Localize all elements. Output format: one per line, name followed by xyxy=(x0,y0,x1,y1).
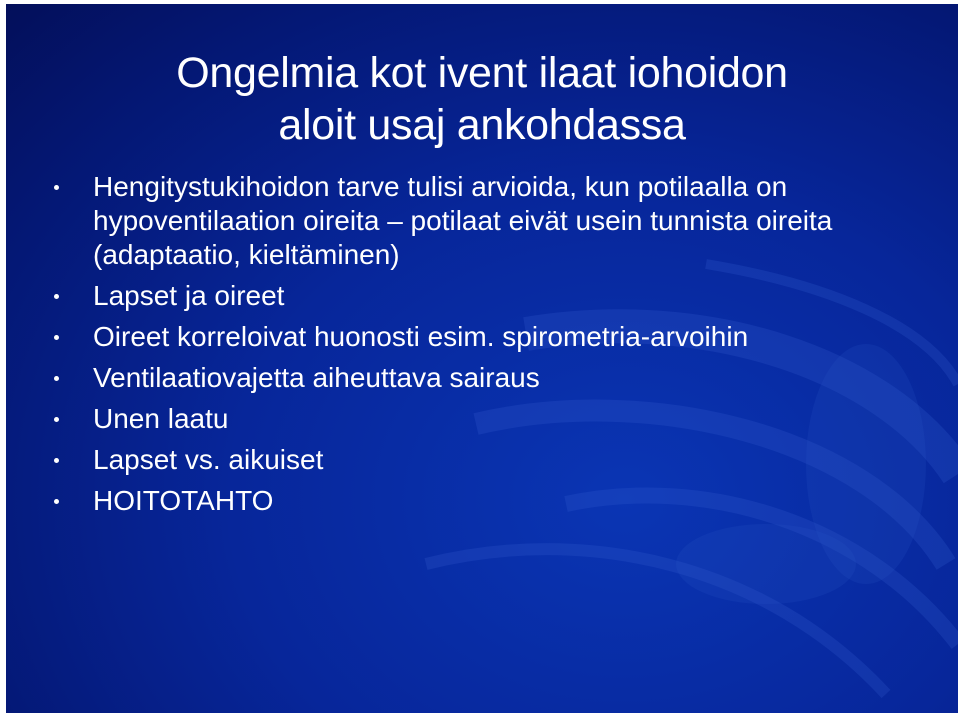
bullet-item xyxy=(54,279,934,313)
slide-title xyxy=(6,47,958,151)
bullet-dot-icon xyxy=(54,376,59,381)
bullet-text: Lapset vs. aikuiset xyxy=(93,444,324,475)
bullet-text: Ventilaatiovajetta aiheuttava sairaus xyxy=(93,362,540,393)
bullet-list xyxy=(54,170,934,525)
bullet-dot-icon xyxy=(54,335,59,340)
bullet-dot-icon xyxy=(54,417,59,422)
bullet-item xyxy=(54,361,934,395)
bullet-dot-icon xyxy=(54,294,59,299)
bullet-text: Lapset ja oireet xyxy=(93,280,285,311)
bullet-dot-icon xyxy=(54,185,59,190)
bullet-item xyxy=(54,443,934,477)
slide-title-line-1: Ongelmia kot ivent ilaat iohoidon xyxy=(176,48,788,97)
bullet-dot-icon xyxy=(54,499,59,504)
bullet-text: HOITOTAHTO xyxy=(93,485,274,516)
bullet-item xyxy=(54,320,934,354)
bullet-dot-icon xyxy=(54,458,59,463)
bullet-item xyxy=(54,402,934,436)
bullet-item xyxy=(54,170,934,272)
slide xyxy=(6,4,958,713)
bullet-text: Unen laatu xyxy=(93,403,229,434)
slide-title-line-2: aloit usaj ankohdassa xyxy=(278,100,686,149)
bullet-text: Oireet korreloivat huonosti esim. spirometria-arvoihin xyxy=(93,321,749,352)
bullet-text: Hengitystukihoidon tarve tulisi arvioida, kun potilaalla on hypoventilaation oireita – potilaat eivät usein tunnista oireita (adaptaatio, kieltäminen) xyxy=(93,171,833,270)
bullet-item xyxy=(54,484,934,518)
